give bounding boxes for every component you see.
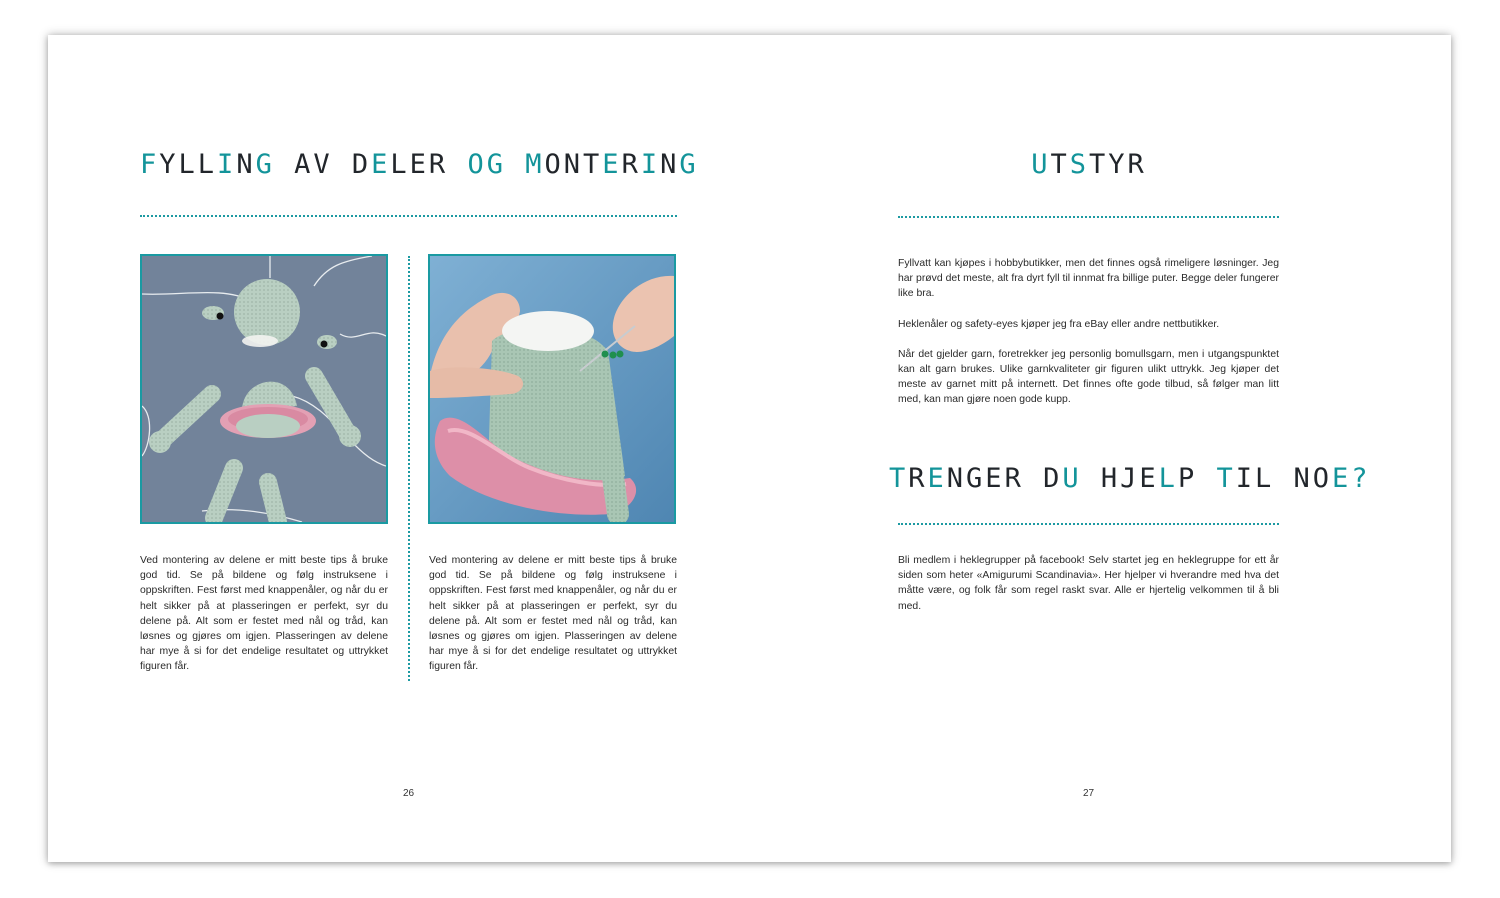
photo-crochet-parts (140, 254, 388, 524)
heading-segment: R (621, 149, 641, 180)
heading-segment: E (927, 463, 947, 494)
left-page (48, 35, 749, 862)
equipment-paragraph: Fyllvatt kan kjøpes i hobbybutikker, men det finnes også rimeligere løsninger. Jeg har prøvd det meste, alt fra dyrt fyll til innmat fra billige puter. Begge deler fungerer like bra. (898, 258, 1279, 300)
heading-segment: AV (294, 149, 333, 180)
heading-segment (1024, 463, 1043, 494)
photo-stuffing-hands (428, 254, 676, 524)
heading-segment (448, 149, 467, 180)
crochet-parts-illustration (142, 256, 386, 522)
heading-segment: I (640, 149, 661, 180)
heading-segment: D (351, 149, 372, 180)
heading-segment: P (1177, 463, 1198, 494)
heading-segment (1197, 463, 1216, 494)
heading-segment: U (1062, 463, 1082, 494)
heading-segment: HJE (1100, 463, 1159, 494)
equipment-paragraph: Når det gjelder garn, foretrekker jeg personlig bomullsgarn, men i utgangspunktet kan alt garn brukes. Ulike garnkvaliteter gir figuren ulikt uttrykk. Jeg kjøper det meste av garnet mitt på internett. Det finnes ofte gode tilbud, så følger man litt med, kan man gjøre noen gode kupp. (898, 348, 1279, 406)
left-heading-rule (140, 215, 677, 217)
heading-segment (1274, 463, 1293, 494)
help-text: Bli medlem i heklegrupper på facebook! Selv startet jeg en heklegruppe for ett år siden som heter «Amigurumi Scandinavia». Her hjelper vi hverandre med hva det måtte være, og folk får som regel raskt svar. Alle er hjertelig velkommen til å bli med. (898, 555, 1279, 612)
heading-segment: F (140, 149, 160, 180)
heading-segment (275, 149, 294, 180)
left-column-text: Ved montering av delene er mitt beste tips å bruke god tid. Se på bildene og følg instruksene i oppskriften. Fest først med knappenåler, og når du er helt sikker på at plasseringen er perfekt, syr du delene på. Alt som er festet med nål og tråd, kan løsnes og gjøres om igjen. Plasseringen av delene har mye å si for det endelige resultatet og uttrykket figuren får. (140, 555, 388, 673)
right-column-text: Ved montering av delene er mitt beste tips å bruke god tid. Se på bildene og følg instruksene i oppskriften. Fest først med knappenåler, og når du er helt sikker på at plasseringen er perfekt, syr du delene på. Alt som er festet med nål og tråd, kan løsnes og gjøres om igjen. Plasseringen av delene har mye å si for det endelige resultatet og uttrykket figuren får. (429, 555, 677, 673)
left-page-heading (140, 149, 699, 180)
section-heading-help (889, 463, 1371, 494)
heading-segment: S (1069, 149, 1089, 180)
help-heading-rule (898, 523, 1279, 525)
heading-segment: N (236, 149, 256, 180)
equipment-text (898, 256, 1279, 423)
heading-segment: N (660, 149, 680, 180)
heading-segment: R (908, 463, 928, 494)
book-spread (48, 35, 1451, 862)
heading-segment: IL (1235, 463, 1275, 494)
heading-segment: T (1216, 463, 1236, 494)
heading-segment: I (217, 149, 237, 180)
heading-segment (506, 149, 525, 180)
heading-segment: G (255, 149, 275, 180)
heading-segment: T (1050, 149, 1070, 180)
heading-segment: YLL (159, 149, 218, 180)
stuffing-illustration (430, 256, 674, 522)
heading-segment: E (602, 149, 622, 180)
heading-segment (333, 149, 352, 180)
heading-segment: NGER (946, 463, 1024, 494)
heading-segment: NO (1293, 463, 1333, 494)
page-number-right: 27 (1083, 788, 1095, 799)
heading-segment: U (1031, 149, 1051, 180)
heading-segment: G (679, 149, 699, 180)
right-page (749, 35, 1451, 862)
heading-segment: OG (467, 149, 506, 180)
heading-segment: L (1158, 463, 1178, 494)
heading-segment: TYR (1089, 149, 1147, 180)
heading-segment: E (371, 149, 391, 180)
heading-segment (1082, 463, 1101, 494)
column-divider (408, 256, 410, 681)
page-number-left: 26 (403, 788, 415, 799)
heading-segment: E? (1332, 463, 1371, 494)
heading-segment: D (1043, 463, 1063, 494)
equipment-paragraph: Heklenåler og safety-eyes kjøper jeg fra eBay eller andre nettbutikker. (898, 318, 1220, 330)
heading-segment: M (525, 149, 545, 180)
heading-segment: ONT (544, 149, 603, 180)
heading-segment: LER (390, 149, 449, 180)
heading-segment: T (889, 463, 909, 494)
equipment-heading-rule (898, 216, 1279, 218)
section-heading-equipment (899, 149, 1279, 180)
